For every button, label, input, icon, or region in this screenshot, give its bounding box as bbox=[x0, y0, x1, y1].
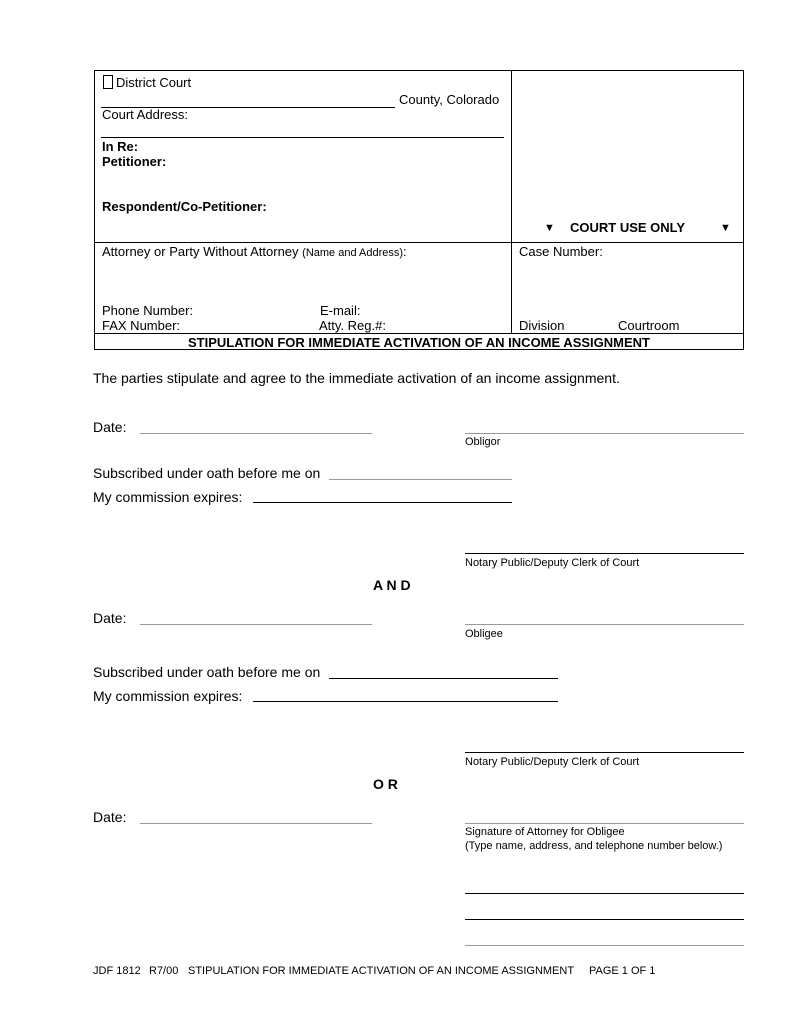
court-type-label: District Court bbox=[116, 75, 192, 90]
attorney-label bbox=[102, 244, 407, 259]
footer-form-id: JDF 1812 bbox=[93, 965, 141, 977]
attorney-info-line-3[interactable] bbox=[465, 945, 744, 946]
intro-text: The parties stipulate and agree to the immediate activation of an income assignment. bbox=[93, 370, 620, 386]
county-suffix-label: County, Colorado bbox=[399, 92, 500, 107]
attorney-label-colon: : bbox=[403, 244, 407, 259]
footer-page: PAGE 1 OF 1 bbox=[589, 965, 656, 977]
petitioner-label: Petitioner: bbox=[102, 154, 167, 169]
arrow-down-icon: ▼ bbox=[720, 222, 731, 234]
attorney-label-main: Attorney or Party Without Attorney bbox=[102, 244, 299, 259]
caption-divider-row1 bbox=[94, 242, 744, 243]
court-address-label: Court Address: bbox=[102, 107, 188, 122]
notary-label: Notary Public/Deputy Clerk of Court bbox=[465, 756, 640, 768]
date-field[interactable] bbox=[140, 624, 372, 625]
court-use-only-label: COURT USE ONLY bbox=[570, 220, 686, 235]
or-separator: O R bbox=[373, 776, 398, 792]
commission-date-field[interactable] bbox=[253, 502, 512, 503]
commission-label: My commission expires: bbox=[93, 688, 243, 704]
attorney-label-note: (Name and Address) bbox=[302, 247, 404, 259]
subscribed-date-field[interactable] bbox=[329, 479, 512, 480]
obligor-signature-line[interactable] bbox=[465, 433, 744, 434]
subscribed-date-field[interactable] bbox=[329, 678, 558, 679]
footer-title: STIPULATION FOR IMMEDIATE ACTIVATION OF AN INCOME ASSIGNMENT bbox=[188, 965, 575, 977]
atty-reg-label: Atty. Reg.#: bbox=[319, 318, 386, 333]
courtroom-label: Courtroom bbox=[618, 318, 680, 333]
obligor-label: Obligor bbox=[465, 436, 501, 448]
form-title: STIPULATION FOR IMMEDIATE ACTIVATION OF AN INCOME ASSIGNMENT bbox=[188, 335, 650, 350]
footer-revision: R7/00 bbox=[149, 965, 179, 977]
commission-date-field[interactable] bbox=[253, 701, 558, 702]
and-separator: A N D bbox=[373, 577, 411, 593]
date-field[interactable] bbox=[140, 433, 372, 434]
phone-label: Phone Number: bbox=[102, 303, 194, 318]
subscribed-label: Subscribed under oath before me on bbox=[93, 664, 321, 680]
case-number-label: Case Number: bbox=[519, 244, 603, 259]
date-label: Date: bbox=[93, 419, 127, 435]
attorney-signature-line[interactable] bbox=[465, 823, 744, 824]
caption-divider-vertical bbox=[511, 70, 512, 333]
arrow-down-icon: ▼ bbox=[544, 222, 555, 234]
subscribed-label: Subscribed under oath before me on bbox=[93, 465, 321, 481]
attorney-info-line-2[interactable] bbox=[465, 919, 744, 920]
caption-divider-row2 bbox=[94, 333, 744, 334]
court-address-field[interactable] bbox=[101, 137, 504, 138]
date-label: Date: bbox=[93, 610, 127, 626]
attorney-info-line-1[interactable] bbox=[465, 893, 744, 894]
fax-label: FAX Number: bbox=[102, 318, 181, 333]
obligee-signature-line[interactable] bbox=[465, 624, 744, 625]
date-field[interactable] bbox=[140, 823, 372, 824]
attorney-signature-note: (Type name, address, and telephone number below.) bbox=[465, 840, 723, 852]
notary-signature-line[interactable] bbox=[465, 553, 744, 554]
notary-label: Notary Public/Deputy Clerk of Court bbox=[465, 557, 640, 569]
division-label: Division bbox=[519, 318, 565, 333]
in-re-label: In Re: bbox=[102, 139, 139, 154]
email-label: E-mail: bbox=[320, 303, 361, 318]
obligee-label: Obligee bbox=[465, 628, 503, 640]
respondent-label: Respondent/Co-Petitioner: bbox=[102, 199, 267, 214]
attorney-signature-label: Signature of Attorney for Obligee bbox=[465, 826, 625, 838]
notary-signature-line[interactable] bbox=[465, 752, 744, 753]
date-label: Date: bbox=[93, 809, 127, 825]
commission-label: My commission expires: bbox=[93, 489, 243, 505]
district-court-checkbox[interactable] bbox=[103, 75, 113, 89]
